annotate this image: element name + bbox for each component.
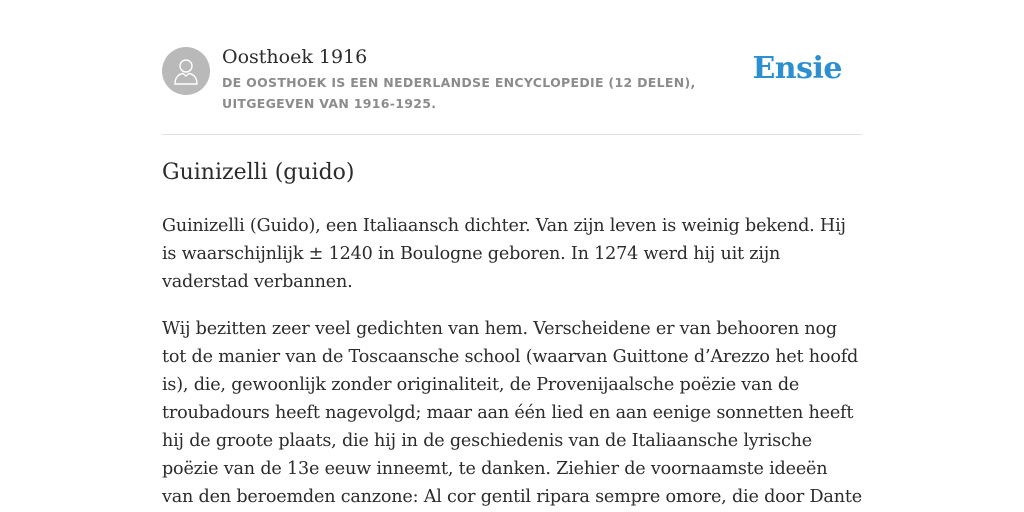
- source-name[interactable]: Oosthoek 1916: [222, 46, 368, 68]
- brand-logo-link[interactable]: Ensie: [752, 51, 842, 86]
- article-title: Guinizelli (guido): [162, 160, 355, 185]
- source-avatar[interactable]: [162, 47, 210, 95]
- page-container: [162, 0, 862, 507]
- article-body: [162, 212, 862, 512]
- source-header: [162, 0, 862, 135]
- article-paragraph: Guinizelli (Guido), een Italiaansch dichter. Van zijn leven is weinig bekend. Hij is waarschijnlijk ± 1240 in Boulogne geboren. In 1274 werd hij uit zijn vaderstad verbannen.: [162, 216, 846, 292]
- source-description: DE OOSTHOEK IS EEN NEDERLANDSE ENCYCLOPEDIE (12 DELEN), UITGEGEVEN VAN 1916-1925.: [222, 75, 696, 111]
- article-paragraph: Wij bezitten zeer veel gedichten van hem. Verscheidene er van behooren nog tot de manier van de Toscaansche school (waarvan Guittone d’Arezzo het hoofd is), die, gewoonlijk zonder originaliteit, de Provenijaalsche poëzie van de troubadours heeft nagevolgd; maar aan één lied en aan eenige sonnetten heeft hij de groote plaats, die hij in de geschiedenis van de Italiaansche lyrische poëzie van de 13e eeuw inneemt, te danken. Ziehier de voornaamste ideeën van den beroemden canzone: Al cor gentil ripara sempre omore, die door Dante: [162, 319, 862, 507]
- user-icon: [173, 57, 199, 85]
